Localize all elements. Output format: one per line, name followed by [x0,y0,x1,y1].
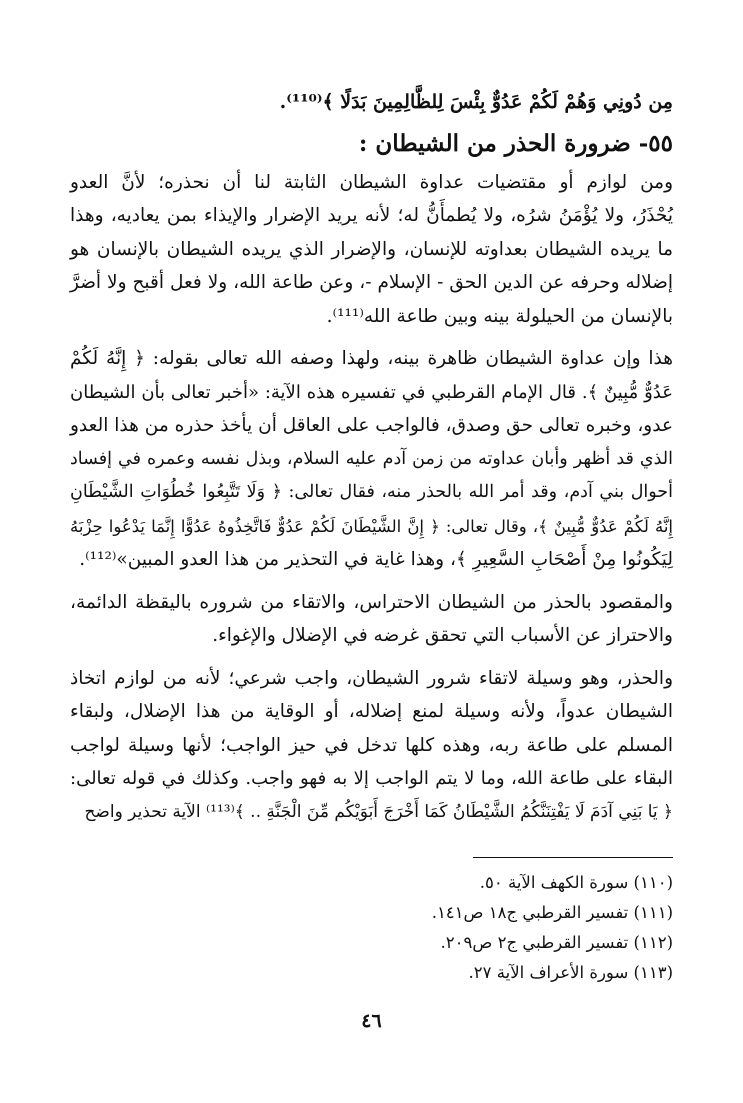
footnote-112: (١١٢) تفسير القرطبي ج٢ ص٢٠٩. [440,933,673,952]
footnote-113: (١١٣) سورة الأعراف الآية ٢٧. [468,963,673,982]
footnote-111: (١١١) تفسير القرطبي ج١٨ ص١٤١. [431,903,673,922]
text-line: والمقصود بالحذر من الشيطان الاحتراس، والاتقاء من شروره باليقظة الدائمة، [70,591,673,613]
text-line: هذا وإن عداوة الشيطان ظاهرة بينه، ولهذا وصفه الله تعالى بقوله: ﴿ إِنَّهُ لَكُمْ [70,348,673,369]
text-line: الشيطان عدواً، ولأنه وسيلة لمنع إضلاله، أو الوقاية من هذا الإضلال، ولبقاء [70,701,673,722]
text-line: ما يريده الشيطان بعداوته للإنسان، والإضرار الذي يريده الشيطان بالإنسان هو [70,238,673,260]
text-line: الذي قد أظهر وأبان عداوته من زمن آدم عليه السلام، وبذل نفسه وعمره في إفساد [70,448,673,469]
paragraph-4 [70,662,673,830]
text-line: يُحْذَرُ، ولا يُؤْمَنُ شرُه، ولا يُطمأَنُّ له؛ لأنه يريد الإضرار والإيذاء بمن يعاديه، وهذا [70,205,673,226]
text-line: ﴿ يَا بَنِي آدَمَ لَا يَفْتِنَنَّكُمُ الشَّيْطَانُ كَمَا أَخْرَجَ أَبَوَيْكُم مِّنَ الْجَنَّةِ .. ﴾⁽¹¹³⁾ الآية تحذير واضح [84,801,673,822]
page-number: ٤٦ [361,1010,382,1032]
text-line: إِنَّهُ لَكُمْ عَدُوٌّ مُّبِينٌ ﴾، وقال تعالى: ﴿ إِنَّ الشَّيْطَانَ لَكُمْ عَدُوٌّ فَاتَّخِذُوهُ عَدُوًّا إِنَّمَا يَدْعُوا حِزْبَهُ [70,516,673,536]
text-line: والاحتراز عن الأسباب التي تحقق غرضه في الإضلال والإغواء. [212,625,673,646]
footnotes [70,868,673,988]
text-line: إضلاله وحرفه عن الدين الحق - الإسلام -، وعن طاعة الله، ولا فعل أقبح ولا أضرَّ [70,272,673,293]
quran-verse-continuation: مِن دُونِي وَهُمْ لَكُمْ عَدُوٌّ بِئْسَ لِلظَّالِمِينَ بَدَلًا ﴾⁽¹¹⁰⁾. [279,91,673,113]
text-line: أحوال بني آدم، وقد أمر الله بالحذر منه، فقال تعالى: ﴿ وَلَا تَتَّبِعُوا خُطُوَاتِ الشَّيْطَانِ [70,482,673,502]
paragraph-3 [70,586,673,653]
text-line: بالإنسان من الحيلولة بينه وبين طاعة الله⁽¹¹¹⁾. [326,305,673,327]
text-line: ومن لوازم أو مقتضيات عداوة الشيطان الثابتة لنا أن نحذره؛ لأنَّ العدو [70,171,673,193]
paragraph-1 [70,166,673,334]
text-line: عدو، وخبره تعالى حق وصدق، فالواجب على العاقل أن يأخذ حذره من هذا العدو [70,415,673,436]
text-line: لِيَكُونُوا مِنْ أَصْحَابِ السَّعِيرِ ﴾، وهذا غاية في التحذير من هذا العدو المبين»⁽¹¹²⁾. [79,549,673,570]
text-line: والحذر، وهو وسيلة لاتقاء شرور الشيطان، واجب شرعي؛ لأنه من لوازم اتخاذ [70,667,673,689]
text-line: البقاء على طاعة الله، وما لا يتم الواجب إلا به فهو واجب. وكذلك في قوله تعالى: [70,768,673,789]
paragraph-2 [70,342,673,577]
section-heading: ٥٥- ضرورة الحذر من الشيطان : [358,129,673,157]
text-line: عَدُوٌّ مُّبِينٌ ﴾. قال الإمام القرطبي في تفسيره هذه الآية: «أخبر تعالى بأن الشيطان [70,381,673,403]
footnote-separator [473,857,673,858]
footnote-110: (١١٠) سورة الكهف الآية ٥٠. [479,873,673,892]
text-line: المسلم على طاعة ربه، وهذه كلها تدخل في حيز الواجب؛ لأنها وسيلة لواجب [70,734,673,756]
